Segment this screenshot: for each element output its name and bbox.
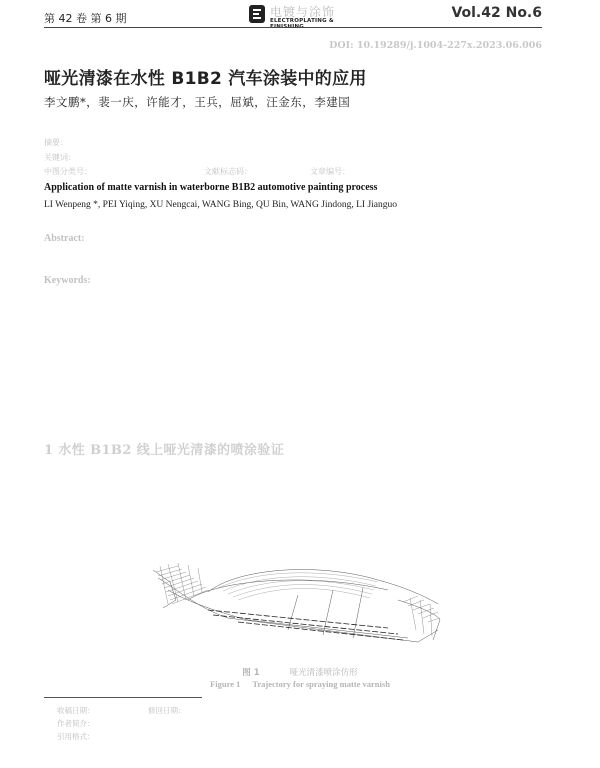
figure-title-cn: 哑光清漆喷涂仿形 — [289, 668, 358, 678]
abstract-label: Abstract: — [44, 233, 85, 244]
title-cn: 哑光清漆在水性 B1B2 汽车涂装中的应用 — [44, 69, 367, 89]
journal-name-en: ELECTROPLATING & FINISHING — [270, 18, 334, 30]
volume-issue-en: Vol.42 No.6 — [451, 5, 542, 21]
authors-cn: 李文鹏*，裴一庆，许能才，王兵，屈斌，汪金东，李建国 — [44, 95, 351, 109]
figure-title-en: Trajectory for spraying matte varnish — [252, 679, 390, 689]
roof-spray-stripes — [218, 573, 378, 600]
citation-label: 引用格式： — [57, 732, 95, 741]
clc-label: 中图分类号： — [44, 167, 92, 176]
title-en: Application of matte varnish in waterborne B1B2 automotive painting process — [44, 182, 378, 193]
rear-spray-hatching — [156, 563, 208, 604]
volume-issue-cn: 第 42 卷 第 6 期 — [44, 12, 127, 25]
side-spray-paths — [208, 610, 403, 640]
roof-outline — [208, 570, 438, 604]
author-bio-label: 作者简介： — [57, 719, 95, 728]
journal-logo-icon — [248, 4, 266, 24]
header-divider — [44, 27, 542, 28]
pillar-b — [288, 595, 298, 630]
figure-number-cn: 图 1 — [242, 668, 260, 678]
figure-number-en: Figure 1 — [210, 679, 241, 689]
figure-caption-cn — [0, 666, 600, 678]
rear-outline — [153, 570, 176, 608]
article-no-label: 文章编号： — [310, 167, 350, 176]
keywords-label-cn: 关键词： — [44, 153, 76, 162]
keywords-label-en: Keywords: — [44, 275, 91, 286]
authors-en: LI Wenpeng *, PEI Yiqing, XU Nengcai, WANG Bing, QU Bin, WANG Jindong, LI Jianguo — [44, 200, 397, 210]
spray-trajectory-figure — [148, 560, 448, 660]
sill-line — [168, 590, 408, 638]
summary-label: 摘要： — [44, 138, 68, 147]
roof-inner-line — [188, 580, 388, 600]
figure-caption-en — [0, 679, 600, 689]
journal-logo — [248, 3, 358, 29]
revised-label: 修回日期： — [148, 706, 186, 715]
section-heading-1: 1 水性 B1B2 线上哑光清漆的喷涂验证 — [44, 443, 285, 458]
doi: DOI: 10.19289/j.1004-227x.2023.06.006 — [329, 40, 542, 51]
received-label: 收稿日期： — [57, 706, 95, 715]
body-lower-outline — [158, 578, 438, 642]
journal-name-cn: 电镀与涂饰 — [270, 5, 336, 19]
footnote-divider — [44, 697, 202, 698]
pillar-c — [323, 590, 333, 635]
doc-code-label: 文献标志码： — [204, 167, 252, 176]
